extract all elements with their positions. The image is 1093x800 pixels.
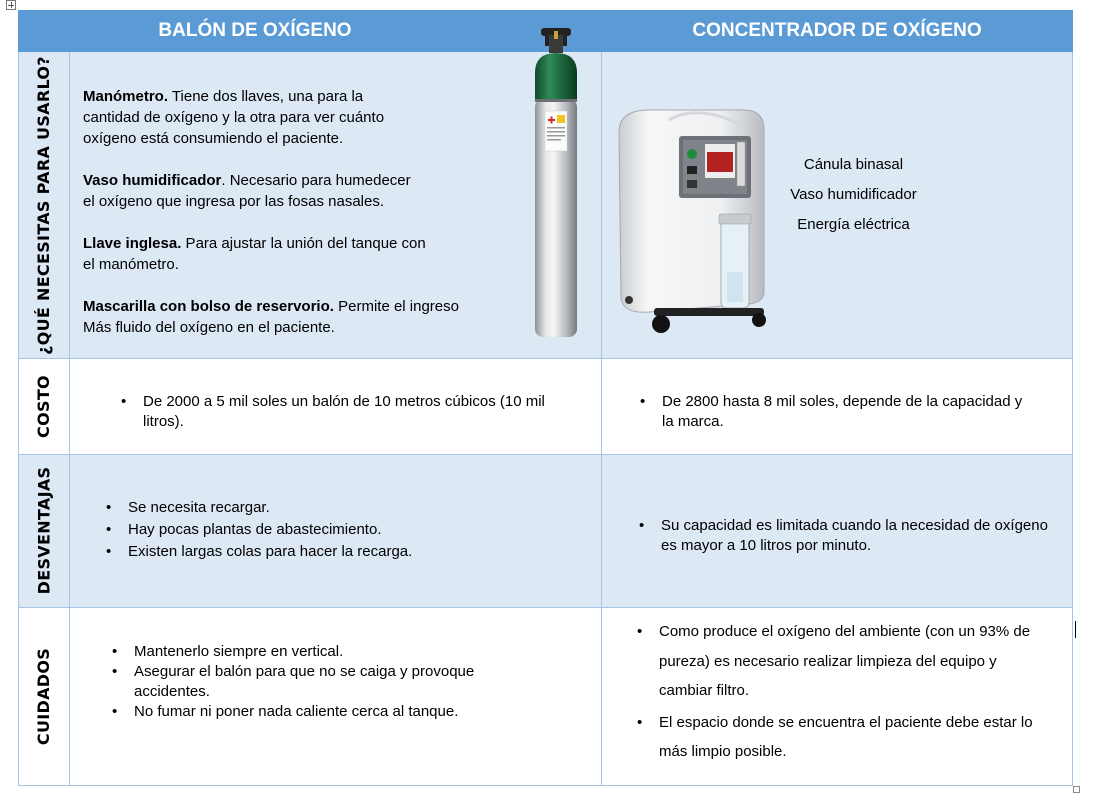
- list-item: • No fumar ni poner nada caliente cerca al tanque.: [108, 702, 548, 722]
- grid-line: [18, 52, 19, 786]
- cell-cuidados-concentrador: [601, 607, 1073, 786]
- req-canula: Cánula binasal: [803, 156, 904, 173]
- list-item: • Como produce el oxígeno del ambiente (con un 93% de pureza) es necesario realizar limpieza del equipo y cambiar filtro.: [633, 617, 1053, 706]
- grid-line: [18, 358, 1073, 359]
- row-label-desventajas: [18, 454, 69, 607]
- row-label-desventajas-text: DESVENTAJAS: [34, 466, 53, 595]
- costo-concentrador-list: [636, 392, 1036, 432]
- cell-desventajas-balon: [69, 454, 601, 607]
- concentrador-requirements-list: [766, 150, 941, 240]
- text-vaso-1: . Necesario para humedecer: [221, 172, 411, 189]
- list-item: • Mantenerlo siempre en vertical.: [108, 642, 548, 662]
- list-item: • Se necesita recargar.: [102, 497, 562, 519]
- table-move-handle-icon[interactable]: [6, 0, 16, 10]
- list-item: • De 2800 hasta 8 mil soles, depende de la capacidad y la marca.: [636, 392, 1036, 432]
- row-label-cuidados-text: CUIDADOS: [34, 647, 54, 746]
- req-energia: Energía eléctrica: [797, 216, 910, 233]
- row-label-necesitas: [18, 52, 69, 358]
- row-label-necesitas-text: ¿QUÉ NECESITAS PARA USARLO?: [34, 55, 54, 355]
- text-mascarilla-1: Permite el ingreso: [333, 298, 459, 315]
- text-manometro-3: oxígeno está consumiendo el paciente.: [83, 130, 344, 147]
- cell-costo-concentrador: [601, 358, 1073, 454]
- grid-line: [18, 785, 1073, 786]
- term-vaso: Vaso humidificador: [83, 172, 222, 189]
- cuidados-balon-list: [108, 642, 548, 722]
- costo-balon-list: [117, 392, 557, 432]
- header-corner: [18, 10, 69, 52]
- table-resize-handle-icon[interactable]: [1073, 786, 1080, 793]
- text-cursor: [1075, 621, 1076, 638]
- item-llave: [83, 233, 533, 275]
- desventajas-concentrador-list: [635, 516, 1055, 556]
- req-vaso: Vaso humidificador: [790, 186, 917, 203]
- grid-line: [1072, 52, 1073, 786]
- header-balon: BALÓN DE OXÍGENO: [69, 10, 601, 52]
- grid-line: [18, 607, 1073, 608]
- row-label-costo: [18, 358, 69, 454]
- list-item: • Su capacidad es limitada cuando la necesidad de oxígeno es mayor a 10 litros por minuto.: [635, 516, 1055, 556]
- term-llave: Llave inglesa.: [83, 235, 182, 252]
- text-llave-1: Para ajustar la unión del tanque con: [181, 235, 426, 252]
- text-mascarilla-2: Más fluido del oxígeno en el paciente.: [83, 319, 335, 336]
- list-item: • De 2000 a 5 mil soles un balón de 10 metros cúbicos (10 mil litros).: [117, 392, 557, 432]
- desventajas-balon-list: [102, 497, 562, 563]
- term-manometro: Manómetro.: [83, 88, 169, 105]
- header-concentrador: CONCENTRADOR DE OXÍGENO: [601, 10, 1073, 52]
- list-item: • El espacio donde se encuentra el paciente debe estar lo más limpio posible.: [633, 708, 1053, 767]
- oxygen-concentrator-image: [609, 102, 769, 334]
- list-item: • Existen largas colas para hacer la recarga.: [102, 541, 562, 563]
- cell-cuidados-balon: [69, 607, 601, 786]
- row-label-cuidados: [18, 607, 69, 786]
- text-vaso-2: el oxígeno que ingresa por las fosas nasales.: [83, 193, 385, 210]
- item-vaso: [83, 170, 533, 212]
- comparison-table: [18, 10, 1073, 786]
- text-manometro-1: Tiene dos llaves, una para la: [168, 88, 364, 105]
- row-label-costo-text: COSTO: [34, 374, 54, 438]
- balon-requirements-list: [83, 86, 533, 338]
- cuidados-concentrador-list: [633, 617, 1053, 767]
- cell-desventajas-concentrador: [601, 454, 1073, 607]
- grid-line: [601, 52, 602, 786]
- cell-costo-balon: [69, 358, 601, 454]
- oxygen-cylinder-image: [521, 25, 601, 345]
- list-item: • Hay pocas plantas de abastecimiento.: [102, 519, 562, 541]
- text-llave-2: el manómetro.: [83, 256, 179, 273]
- list-item: • Asegurar el balón para que no se caiga y provoque accidentes.: [108, 662, 548, 702]
- grid-line: [69, 52, 70, 786]
- item-mascarilla: [83, 296, 533, 338]
- text-manometro-2: cantidad de oxígeno y la otra para ver cuánto: [83, 109, 385, 126]
- term-mascarilla: Mascarilla con bolso de reservorio.: [83, 298, 334, 315]
- item-manometro: [83, 86, 533, 149]
- grid-line: [18, 454, 1073, 455]
